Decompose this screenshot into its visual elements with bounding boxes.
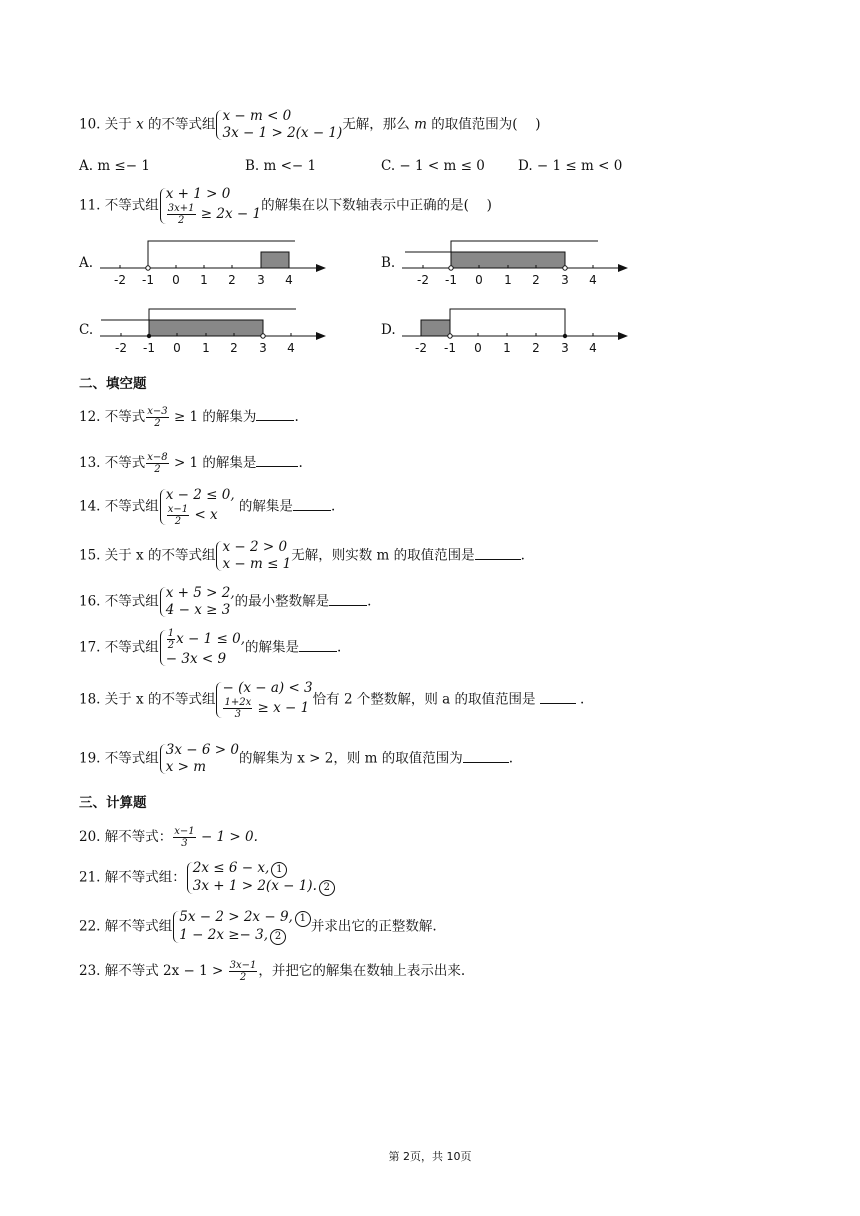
svg-text:3: 3	[259, 341, 267, 355]
q19-answer-blank[interactable]	[463, 750, 509, 763]
q14-system: x − 2 ≤ 0, $\frac{x-1}{2}$ < x	[159, 487, 235, 527]
q11-system	[159, 186, 261, 226]
svg-text:2: 2	[228, 273, 236, 287]
svg-text:0: 0	[172, 273, 180, 287]
section-fill-in: 二、填空题	[79, 376, 147, 392]
q19-system: 3x − 6 > 0 x > m	[159, 742, 239, 776]
circled-2-icon: 2	[270, 929, 286, 945]
question-13: 13. 不等式 $\frac{x-8}{2}$ > 1 的解集是 .	[79, 452, 303, 475]
svg-text:4: 4	[287, 341, 295, 355]
q11-option-c-label: C.	[79, 322, 94, 338]
q18-answer-blank[interactable]	[540, 691, 576, 704]
q11-prefix: 11. 不等式组	[79, 197, 159, 214]
q20-frac: $\frac{x-1}{3}$	[174, 826, 195, 849]
q10-mid: 的不等式组	[143, 116, 216, 133]
q15-answer-blank[interactable]	[475, 547, 521, 560]
svg-text:2: 2	[230, 341, 238, 355]
question-15: 15. 关于 x 的不等式组 x − 2 > 0 x − m ≤ 1 无解，则实数 m 的取值范围是 .	[79, 539, 525, 572]
question-14: 14. 不等式组 x − 2 ≤ 0, $\frac{x-1}{2}$ < x 的解集是 .	[79, 487, 336, 527]
section-calculation: 三、计算题	[79, 795, 147, 811]
circled-2-icon: 2	[319, 880, 335, 896]
svg-text:1: 1	[202, 341, 210, 355]
q18-system: − (x − a) < 3 $\frac{1+2x}{3}$ ≥ x − 1	[215, 680, 312, 720]
q13-answer-blank[interactable]	[256, 454, 298, 467]
number-line-b	[400, 236, 635, 290]
question-20: 20. 解不等式： $\frac{x-1}{3}$ − 1 > 0.	[79, 826, 258, 849]
q17-system: $\frac{1}{2}$ x − 1 ≤ 0, − 3x < 9	[159, 628, 245, 668]
question-12: 12. 不等式 $\frac{x-3}{2}$ ≥ 1 的解集为 .	[79, 406, 299, 429]
svg-text:-1: -1	[445, 273, 457, 287]
q10-system	[215, 108, 342, 142]
svg-text:4: 4	[285, 273, 293, 287]
q12-frac: $\frac{x-3}{2}$	[147, 406, 168, 429]
q10-option-c: C. − 1 < m ≤ 0	[381, 158, 485, 174]
q16-system: x + 5 > 2, 4 − x ≥ 3	[159, 585, 235, 619]
svg-text:1: 1	[200, 273, 208, 287]
q13-frac: $\frac{x-8}{2}$	[147, 452, 168, 475]
q10-var-m: m	[414, 116, 427, 133]
q16-answer-blank[interactable]	[329, 593, 367, 606]
q11-frac: $\frac{3x+1}{2}$	[167, 203, 195, 226]
q10-row1: x − m < 0	[222, 108, 292, 124]
svg-text:-2: -2	[417, 273, 429, 287]
question-22: 22. 解不等式组 5x − 2 > 2x − 9, 1 1 − 2x ≥− 3, 2 并求出它的正整数解.	[79, 909, 437, 943]
svg-text:-2: -2	[115, 341, 127, 355]
q10-tail: 的取值范围为( )	[426, 116, 541, 133]
svg-text:4: 4	[589, 273, 597, 287]
q21-system: 2x ≤ 6 − x, 1 3x + 1 > 2(x − 1). 2	[186, 860, 335, 896]
question-21: 21. 解不等式组： 2x ≤ 6 − x, 1 3x + 1 > 2(x − 1). 2	[79, 860, 335, 896]
svg-text:3: 3	[561, 273, 569, 287]
svg-text:4: 4	[589, 341, 597, 355]
q11-suffix: 的解集在以下数轴表示中正确的是( )	[261, 197, 492, 214]
q11-option-d-label: D.	[381, 322, 396, 338]
q10-prefix: 10. 关于	[79, 116, 137, 133]
q11-row2: $\frac{3x+1}{2}$ ≥ 2x − 1	[167, 203, 262, 226]
q12-answer-blank[interactable]	[256, 408, 294, 421]
svg-text:1: 1	[503, 341, 511, 355]
q11-option-a-label: A.	[79, 255, 94, 271]
question-11	[79, 186, 492, 226]
svg-text:-2: -2	[114, 273, 126, 287]
q15-system: x − 2 > 0 x − m ≤ 1	[215, 539, 291, 573]
svg-text:0: 0	[474, 341, 482, 355]
question-18: 18. 关于 x 的不等式组 − (x − a) < 3 $\frac{1+2x}{3}$ ≥ x − 1 恰有 2 个整数解，则 a 的取值范围是 .	[79, 680, 585, 720]
q10-row2: 3x − 1 > 2(x − 1)	[222, 125, 343, 141]
svg-text:2: 2	[532, 341, 540, 355]
q14-answer-blank[interactable]	[293, 498, 331, 511]
number-line-c	[98, 304, 333, 358]
svg-text:3: 3	[561, 341, 569, 355]
question-10	[79, 108, 541, 142]
svg-text:-1: -1	[143, 341, 155, 355]
q10-var-x: x	[136, 116, 144, 133]
number-line-a	[98, 236, 333, 290]
q10-option-a: A. m ≤− 1	[79, 158, 150, 174]
q17-answer-blank[interactable]	[299, 639, 337, 652]
svg-text:3: 3	[257, 273, 265, 287]
page-footer: 第 2页，共 10页	[388, 1150, 472, 1163]
circled-1-icon: 1	[295, 911, 311, 927]
q11-option-b-label: B.	[381, 255, 396, 271]
q11-row1: x + 1 > 0	[165, 186, 231, 202]
svg-text:2: 2	[532, 273, 540, 287]
question-19: 19. 不等式组 3x − 6 > 0 x > m 的解集为 x > 2，则 m 的取值范围为 .	[79, 742, 514, 775]
question-17: 17. 不等式组 $\frac{1}{2}$ x − 1 ≤ 0, − 3x < 9 的解集是 .	[79, 628, 342, 667]
svg-text:1: 1	[504, 273, 512, 287]
svg-text:0: 0	[173, 341, 181, 355]
svg-text:-1: -1	[142, 273, 154, 287]
q22-system: 5x − 2 > 2x − 9, 1 1 − 2x ≥− 3, 2	[172, 909, 311, 945]
q10-suffix: 无解，那么	[342, 116, 415, 133]
svg-text:-2: -2	[415, 341, 427, 355]
svg-text:-1: -1	[444, 341, 456, 355]
question-23: 23. 解不等式 2x − 1 > $\frac{3x-1}{2}$ ，并把它的解集在数轴上表示出来.	[79, 960, 466, 983]
q10-option-b: B. m <− 1	[245, 158, 317, 174]
q23-frac: $\frac{3x-1}{2}$	[229, 960, 257, 983]
question-16: 16. 不等式组 x + 5 > 2, 4 − x ≥ 3 的最小整数解是 .	[79, 585, 372, 618]
svg-text:0: 0	[475, 273, 483, 287]
circled-1-icon: 1	[271, 862, 287, 878]
number-line-d	[400, 304, 635, 358]
q10-option-d: D. − 1 ≤ m < 0	[518, 158, 623, 174]
